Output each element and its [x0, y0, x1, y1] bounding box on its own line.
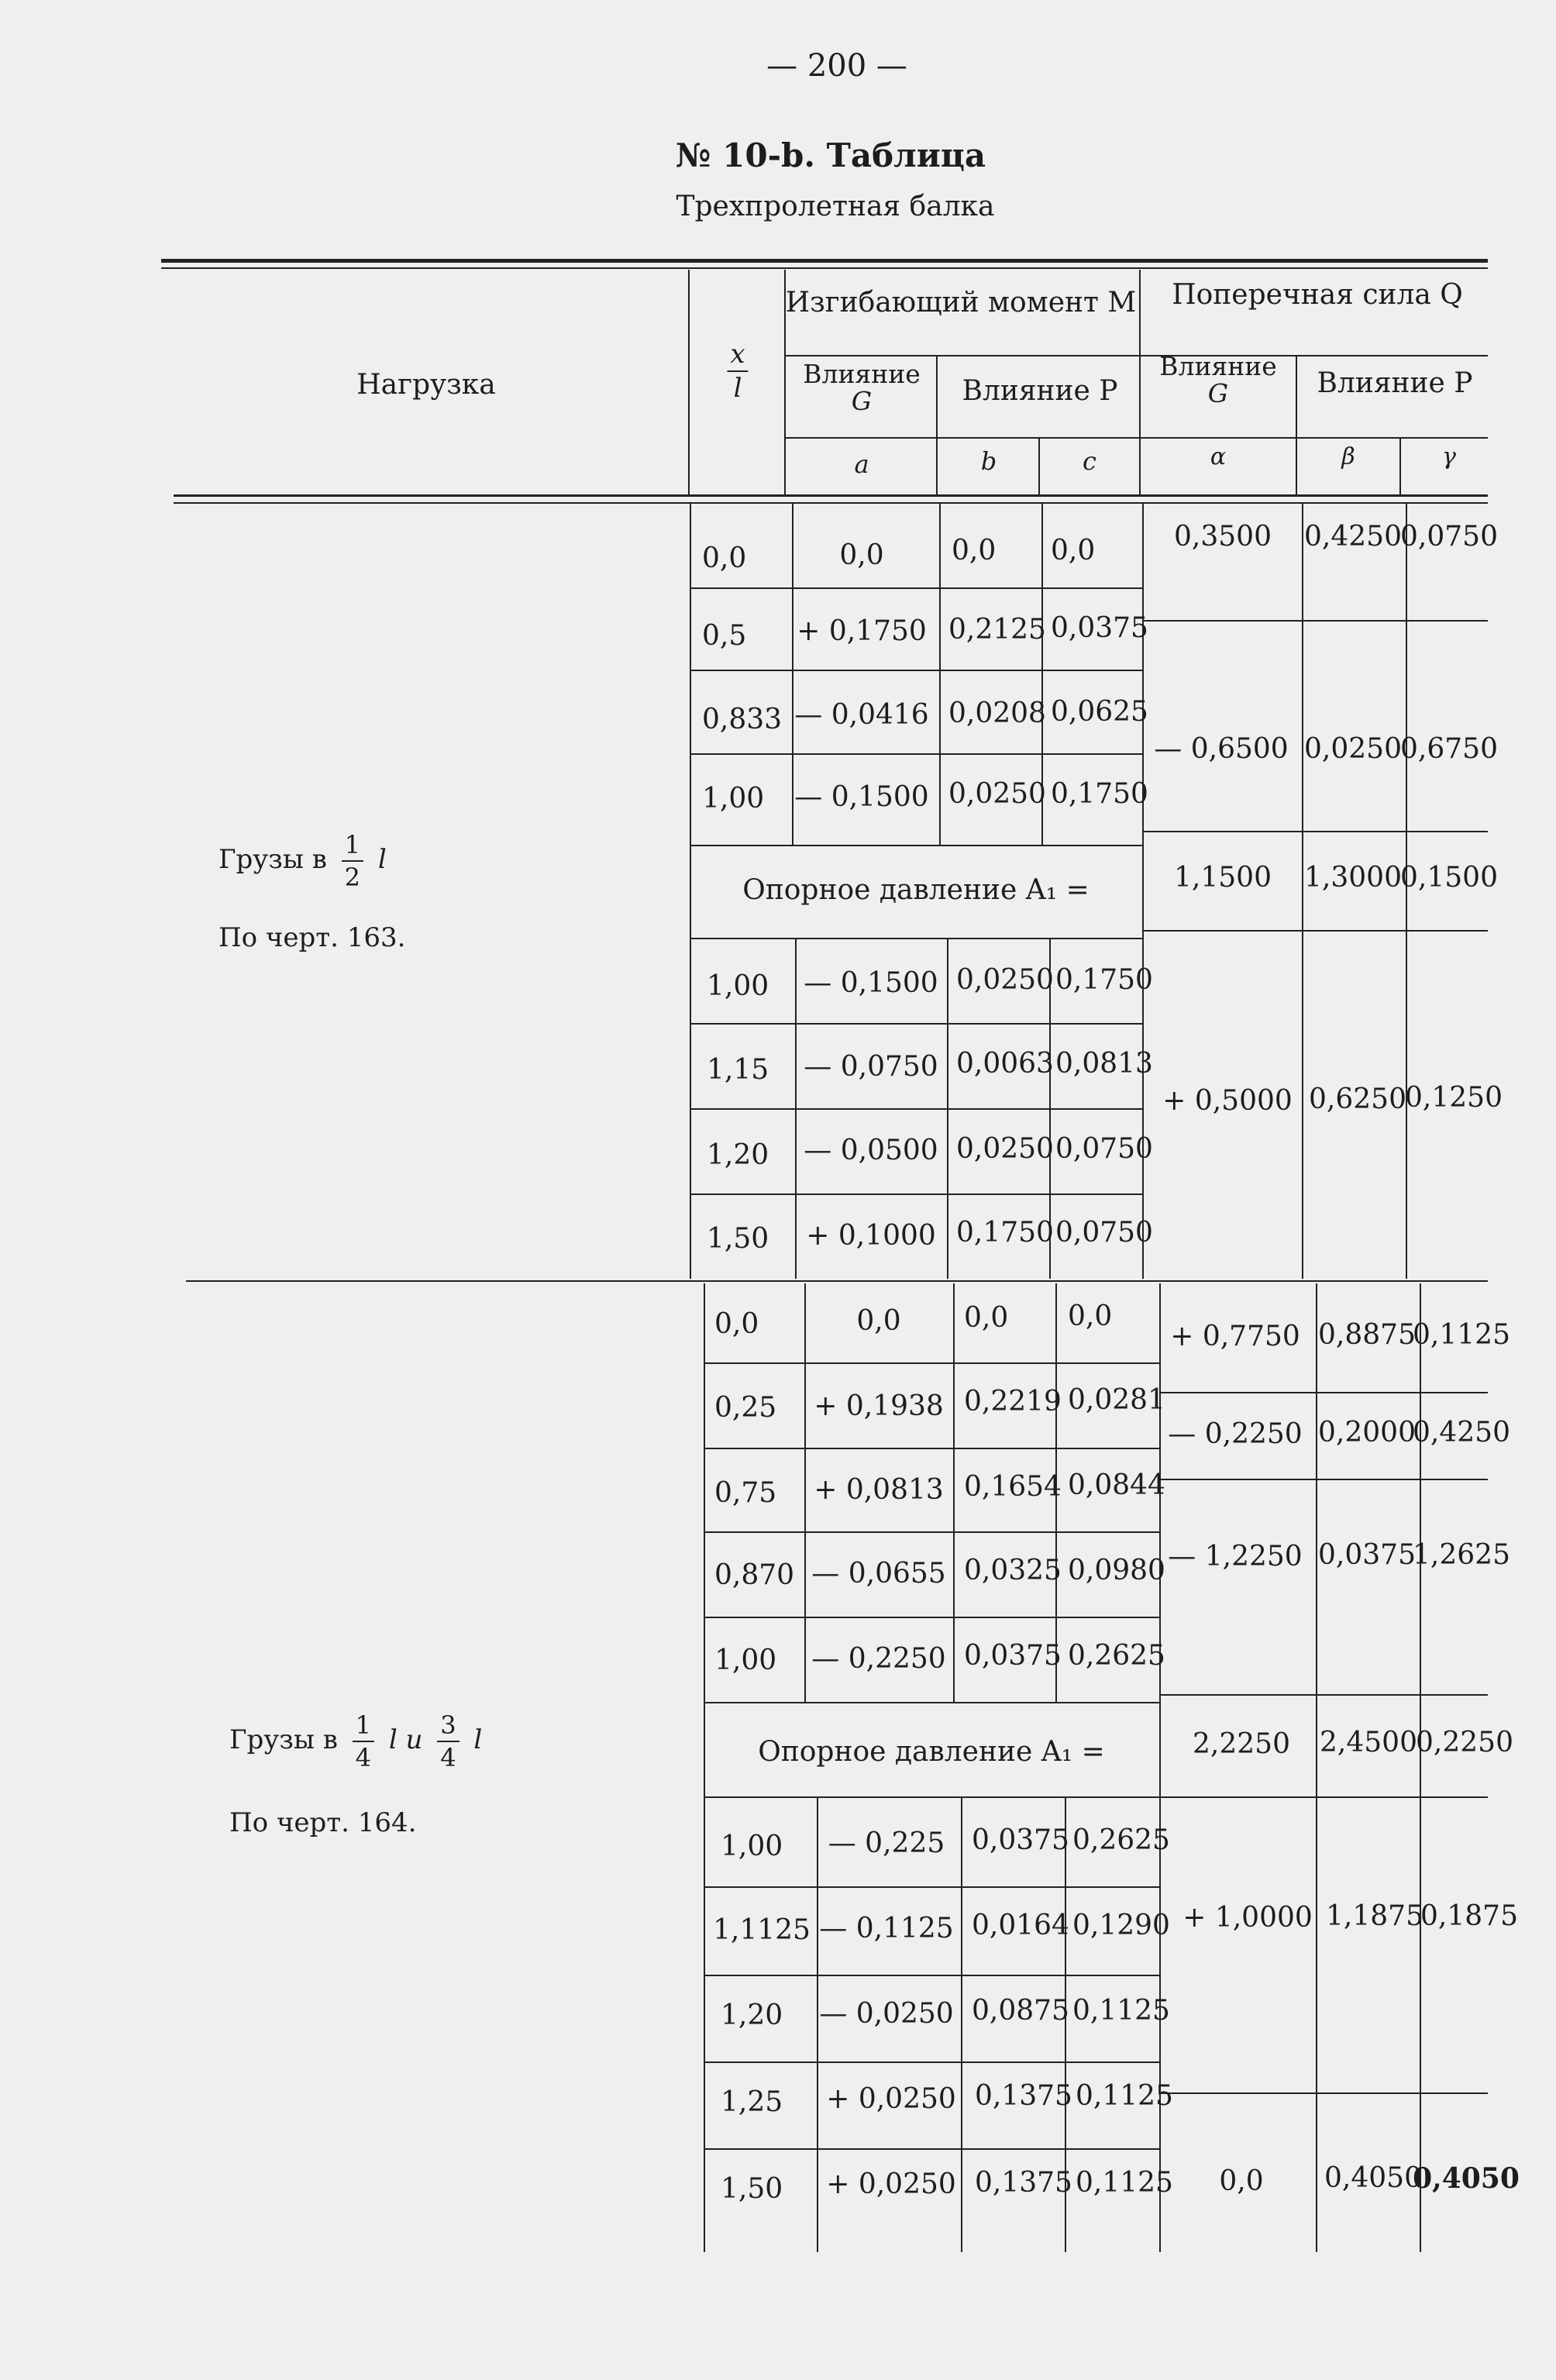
q-value: 0,1250 [1405, 1082, 1503, 1114]
q-value: 1,1875 [1326, 1900, 1423, 1932]
q-value: 0,2000 [1318, 1417, 1416, 1448]
table-subtitle: Трехпролетная балка [676, 191, 995, 222]
q-value: — 0,6500 [1154, 733, 1289, 765]
q-value: 0,0250 [1304, 733, 1402, 765]
support-value: 1,1500 [1174, 862, 1272, 894]
q-value: 0,6250 [1309, 1083, 1406, 1115]
load-header: Нагрузка [356, 369, 496, 401]
q-value: 0,4250 [1304, 521, 1402, 553]
q-value: 0,0750 [1400, 521, 1498, 553]
q-value: 0,1875 [1420, 1900, 1518, 1932]
moment-header: Изгибающий момент M [785, 287, 1137, 319]
page-number: — 200 — [766, 48, 907, 84]
col-c-label: c [1083, 446, 1096, 476]
q-value: 0,6750 [1400, 733, 1498, 765]
load-label-2: Грузы в $\frac{1}{4}$ l и $\frac{3}{4}$ l [229, 1710, 483, 1772]
support-value: 0,1500 [1400, 862, 1498, 894]
support-label-2: Опорное давление A₁ = [758, 1736, 1105, 1768]
col-gamma-label: γ [1442, 443, 1456, 470]
top-rule [161, 259, 1488, 263]
table-title: № 10-b. Таблица [675, 136, 986, 174]
q-value: 0,3500 [1174, 521, 1272, 553]
q-value: 0,4050 [1324, 2162, 1422, 2194]
q-value: 0,0 [1219, 2165, 1264, 2197]
influence-p-moment: Влияние P [962, 375, 1118, 407]
support-value: 2,2250 [1193, 1728, 1290, 1760]
q-value: 0,0375 [1318, 1539, 1416, 1571]
section-separator [186, 1280, 1488, 1282]
support-value: 2,4500 [1320, 1727, 1417, 1758]
header-rule [174, 494, 1488, 497]
support-value: 1,3000 [1304, 862, 1402, 894]
influence-p-shear: Влияние P [1317, 367, 1473, 399]
q-value: — 1,2250 [1168, 1541, 1303, 1572]
col-b-label: b [980, 446, 997, 476]
col-alpha-label: α [1210, 443, 1227, 470]
q-value: 0,4250 [1413, 1417, 1510, 1448]
figure-ref-1: По черт. 163. [219, 922, 406, 953]
x-over-l-header: $\frac{x}{l}$ [727, 341, 748, 401]
q-value: — 0,2250 [1168, 1418, 1303, 1450]
influence-g-moment: Влияние G [803, 359, 921, 416]
col-a-label: a [854, 449, 869, 479]
influence-g-shear: Влияние G [1159, 351, 1277, 408]
q-value: + 0,5000 [1162, 1085, 1293, 1117]
q-value: 0,1125 [1413, 1319, 1510, 1351]
top-rule-thin [161, 267, 1488, 269]
support-value: 0,2250 [1416, 1727, 1513, 1758]
book-page: — 200 — № 10-b. Таблица Трехпролетная балка Нагрузка $\frac{x}{l}$ Изгибающий момент M Поперечная сила Q Влияние G Влияние P Влияние G Влияние P a b c α β γ Грузы в $\frac{1}{2}$ l По черт. 163. 0,0 0,0 0,0 0,0 0,5 + 0,1750 0,2125 0,0375 0,833 — 0,0416 0,0208 0,0625 1,00 — 0,1500 0,0250 0,1750 0,3500 0,4250 0,0750 — 0,6500 0,0250 0,6750 Опорное давление A₁ = 1,1500 1,3000 0,1500 1,00 — 0,1500 0,0250 0,1750 1,15 — 0,0750 0,0063 0,0813 1,20 — 0,0500 0,0250 0,0750 1,50 + 0,1000 0,1750 0,0750 + 0,5000 0,6250 0,1250 Грузы в $\frac{1}{4}$ l и $\frac{3}{4}$ l По черт. 164. 0,0 0,0 0,0 0,0 0,25 + 0,1938 0,2219 0,0281 0,75 + 0,0813 0,1654 0,0844 0,870 — 0,0655 0,0325 0,0980 1,00 — 0,2250 0,0375 0,2625 + 0,7750 0,8875 0,1125 — 0,2250 0,2000 0,4250 — 1,2250 0,0375 1,2625 Опорное давление A₁ = 2,2250 2,4500 0,2250 1,00 — 0,225 0,0375 0,2625 1,1125 — 0,1125 0,0164 0,1290 1,20 — 0,0250 0,0875 0,1125 1,25 + 0,0250 0,1375 0,1125 1,50 + 0,0250 0,1375 0,1125 + 1,0000 1,1875 0,1875 0,0 0,4050 0,4050 [0, 0, 1556, 2380]
shear-header: Поперечная сила Q [1172, 279, 1463, 311]
q-value: 1,2625 [1413, 1539, 1510, 1571]
col-beta-label: β [1341, 443, 1355, 470]
support-label-1: Опорное давление A₁ = [742, 874, 1090, 906]
q-value: 0,8875 [1318, 1319, 1416, 1351]
q-value: 0,4050 [1413, 2162, 1520, 2195]
figure-ref-2: По черт. 164. [229, 1807, 417, 1838]
load-label-1: Грузы в $\frac{1}{2}$ l [219, 830, 387, 892]
q-value: + 1,0000 [1182, 1902, 1313, 1934]
q-value: + 0,7750 [1170, 1321, 1300, 1352]
